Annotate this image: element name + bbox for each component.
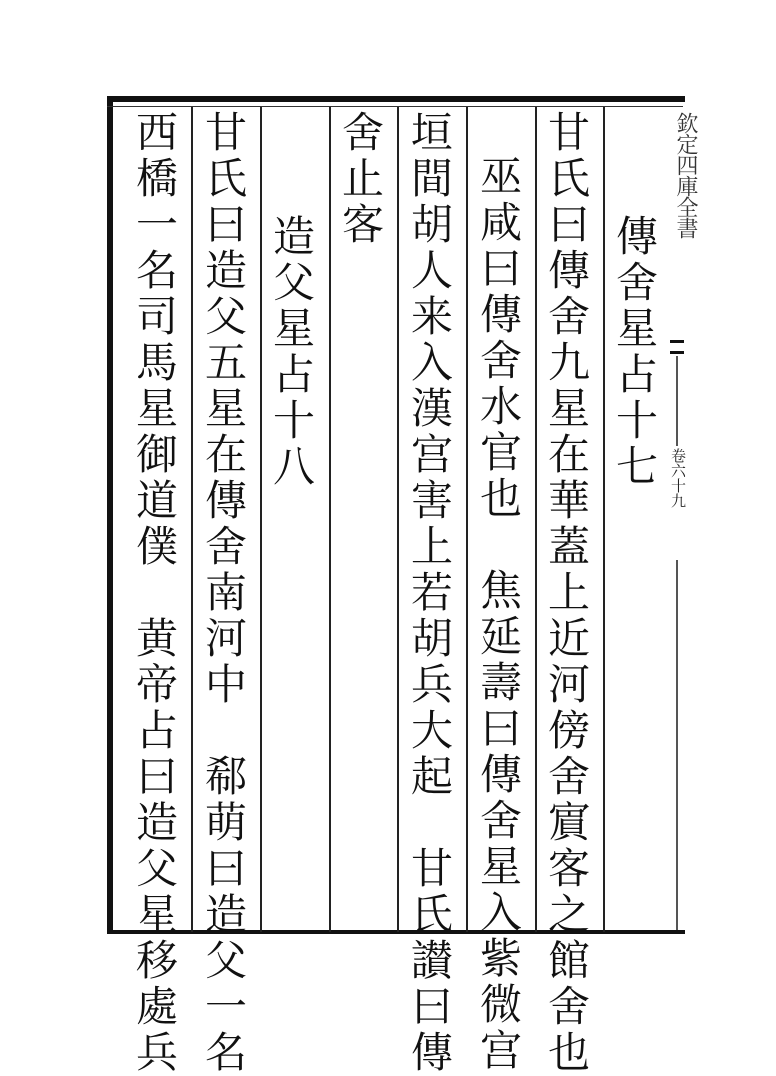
column-rule [603, 107, 605, 932]
text-column: 甘氏曰傳舍九星在華蓋上近河傍舍賔客之館舍也 [542, 110, 591, 1076]
page-number: 卷六十九 [669, 448, 687, 508]
book-title-margin: 欽定四庫全書 [673, 112, 698, 238]
text-column: 舍止客 [336, 110, 385, 248]
frame-top-rule [107, 106, 683, 107]
column-rule [466, 107, 468, 932]
section-heading-chuanshe: 傳舍星占十七 [610, 214, 659, 490]
column-rule [260, 107, 262, 932]
column-rule [329, 107, 331, 932]
text-column: 巫咸曰傳舍水官也 焦延壽曰傳舍星入紫微宫 [474, 154, 523, 1074]
column-rule [191, 107, 193, 932]
text-column: 垣間胡人来入漢宫害上若胡兵大起 甘氏讃曰傳 [405, 110, 454, 1076]
section-heading-zaofu: 造父星占十八 [267, 214, 316, 490]
text-frame [107, 96, 685, 934]
column-rule [397, 107, 399, 932]
column-rule [535, 107, 537, 932]
text-column: 西橋一名司馬星御道僕 黄帝占曰造父星移處兵 [130, 110, 179, 1076]
text-column: 甘氏曰造父五星在傳舍南河中 郗萌曰造父一名 [199, 110, 248, 1076]
